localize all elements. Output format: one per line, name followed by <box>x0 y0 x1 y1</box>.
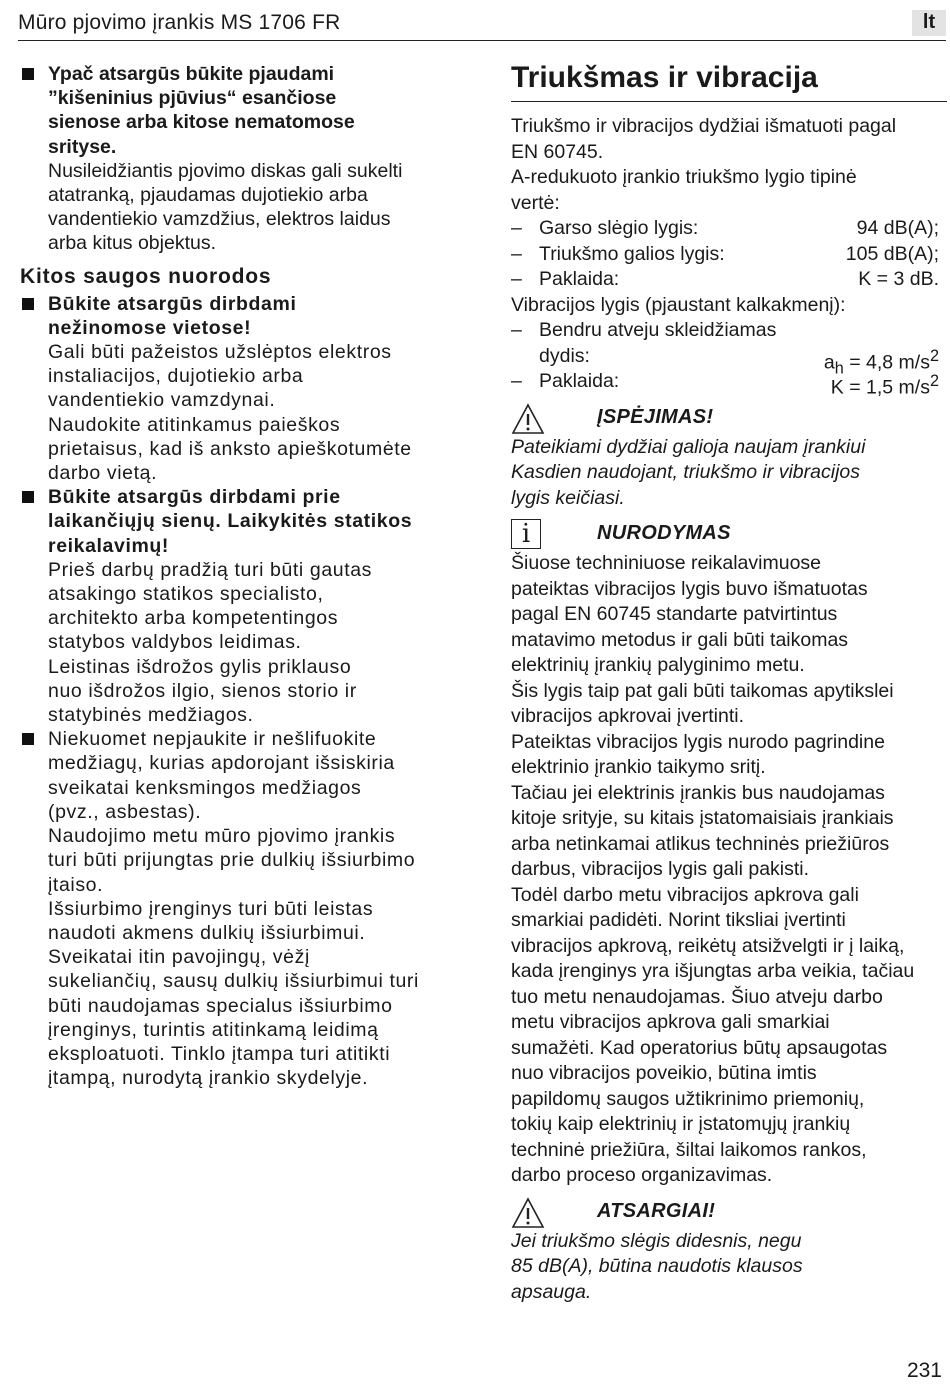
safety-item-hidden-cuts <box>20 62 460 256</box>
item-heading: Būkite atsargūs dirbdami prie laikančiųjų sienų. Laikykitės statikos reikalavimų! <box>48 486 413 557</box>
noise-row-sound-power: – Triukšmo galios lygis: 105 dB(A); <box>511 242 939 265</box>
caution-title: ATSARGIAI! <box>597 1199 716 1222</box>
document-title: Mūro pjovimo įrankis MS 1706 FR <box>18 11 341 34</box>
language-badge: lt <box>912 10 946 36</box>
noise-row-tolerance: – Paklaida: K = 3 dB. <box>511 268 939 290</box>
bullet-square-icon <box>22 298 34 310</box>
vibration-row-tolerance: – Paklaida: K = 1,5 $m/s^2$ <box>511 370 939 399</box>
vibration-values <box>511 318 947 399</box>
item-body: Prieš darbų pradžią turi būti gautas atsakingo statikos specialisto, architekto arba kompetentingos statybos valdybos leidimas. Leistinas išdrožos gylis priklauso nuo išdrožos ilgio, sienos storio ir statybinės medžiagos. <box>48 558 373 727</box>
vibration-row-emission-value: dydis: $a_h = 4,8$ $m/s^2$ <box>539 344 939 377</box>
safety-item-unknown-places <box>20 292 460 486</box>
safety-item-load-bearing-walls <box>20 485 460 727</box>
noise-values <box>511 216 947 293</box>
item-body: Nusileidžiantis pjovimo diskas gali sukelti atatranką, pjaudamas dujotiekio arba vandentiekio vamzdžius, elektros laidus arba kitus objektus. <box>48 159 403 255</box>
page-number: 231 <box>906 1359 942 1382</box>
noise-row-sound-pressure: – Garso slėgio lygis: 94 dB(A); <box>511 217 939 239</box>
warning-triangle-icon <box>511 403 545 435</box>
note-title: NURODYMAS <box>597 522 731 544</box>
item-body: Gali būti pažeistos užslėptos elektros instaliacijos, dujotiekio arba vandentiekio vamzdynai. Naudokite atitinkamus paieškos prietaisus, kad iš anksto apieškotumėte darbo vietą. <box>48 341 412 485</box>
vibration-intro: Vibracijos lygis (pjaustant kalkakmenį): <box>511 293 846 316</box>
warning-title: ĮSPĖJIMAS! <box>597 405 714 428</box>
bullet-square-icon <box>22 491 34 503</box>
caution-triangle-icon <box>511 1197 545 1229</box>
item-heading: Ypač atsargūs būkite pjaudami ”kišeninius pjūvius“ esančiose sienose arba kitose nematomose srityse. <box>48 63 355 158</box>
item-heading: Būkite atsargūs dirbdami nežinomose vietose! <box>48 292 297 339</box>
noise-intro: Triukšmo ir vibracijos dydžiai išmatuoti pagal EN 60745. A-redukuoto įrankio triukšmo lygio tipinė vertė: <box>511 115 897 214</box>
caution-notice <box>511 1197 947 1229</box>
section-heading: Kitos saugos nuorodos <box>20 264 272 288</box>
info-icon: i <box>511 519 541 549</box>
section-title-noise-vibration: Triukšmas ir vibracija <box>511 60 947 102</box>
bullet-square-icon <box>22 733 34 745</box>
caution-body: Jei triukšmo slėgis didesnis, negu 85 dB(A), būtina naudotis klausos apsauga. <box>511 1229 803 1303</box>
warning-notice <box>511 403 947 435</box>
vibration-row-emission: – Bendru atveju skleidžiamas <box>511 319 777 341</box>
safety-item-hazardous-materials <box>20 727 460 1090</box>
bullet-square-icon <box>22 68 34 80</box>
item-body: Niekuomet nepjaukite ir nešlifuokite medžiagų, kurias apdorojant išsiskiria sveikatai kenksmingos medžiagos (pvz., asbestas). Naudojimo metu mūro pjovimo įrankis turi būti prijungtas prie dulkių išsiurbimo įtaiso. Išsiurbimo įrenginys turi būti leistas naudoti akmens dulkių išsiurbimui. Sveikatai itin pavojingų, vėžį sukeliančių, sausų dulkių išsiurbimui turi būti naudojamas specialus išsiurbimo įrenginys, turintis atitinkamą leidimą eksploatuoti. Tinklo įtampa turi atitikti įtampą, nurodytą įrankio skydelyje. <box>48 728 419 1090</box>
warning-body: Pateikiami dydžiai galioja naujam įrankiui Kasdien naudojant, triukšmo ir vibracijos lygis keičiasi. <box>511 435 866 509</box>
note-body: Šiuose techniniuose reikalavimuose pateiktas vibracijos lygis buvo išmatuotas pagal EN 60745 standarte patvirtintus matavimo metodus ir gali būti taikomas elektrinių įrankių palyginimo metu. Šis lygis taip pat gali būti taikomas apytikslei vibracijos apkrovai įvertinti. Pateiktas vibracijos lygis nurodo pagrindine elektrinio įrankio taikymo sritį. Tačiau jei elektrinis įrankis bus naudojamas kitoje srityje, su kitais įstatomaisiais įrankiais arba netinkamai atlikus techninės priežiūros darbus, vibracijos lygis gali pakisti. Todėl darbo metu vibracijos apkrova gali smarkiai padidėti. Norint tiksliai įvertinti vibracijos apkrovą, reikėtų atsižvelgti ir į laiką, kada įrenginys yra išjungtas arba veikia, tačiau tuo metu nenaudojamas. Šiuo atveju darbo metu vibracijos apkrova gali smarkiai sumažėti. Kad operatorius būtų apsaugotas nuo vibracijos poveikio, būtina imtis papildomų saugos užtikrinimo priemonių, tokių kaip elektrinių ir įstatomųjų įrankių techninė priežiūra, šiltai laikomos rankos, darbo proceso organizavimas. <box>511 552 915 1186</box>
right-column <box>511 62 947 1305</box>
left-column <box>20 62 460 1090</box>
page-header <box>18 10 946 41</box>
info-notice <box>511 519 947 551</box>
